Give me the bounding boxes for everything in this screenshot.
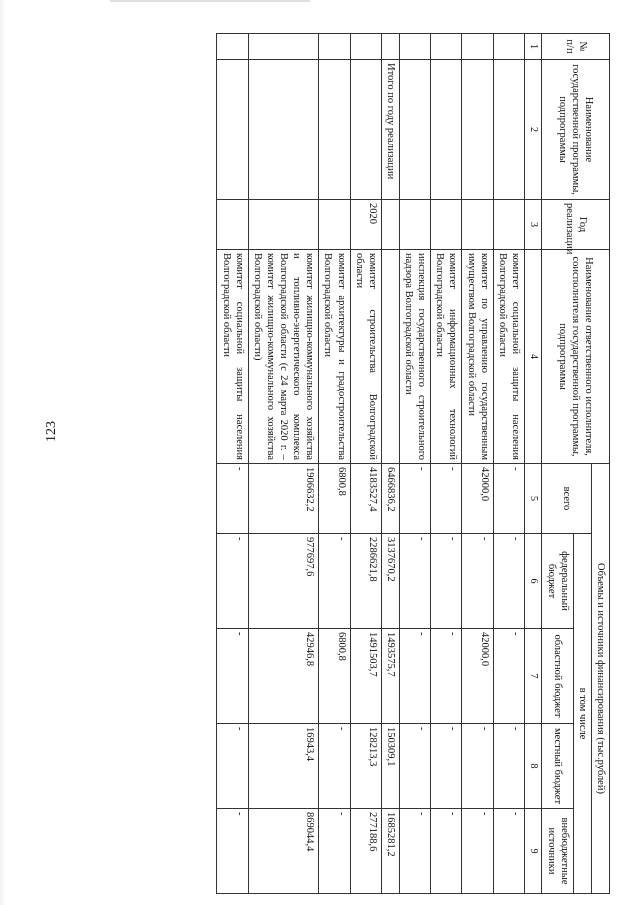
cell-year bbox=[400, 200, 431, 250]
cell-program bbox=[462, 60, 493, 200]
col-header-regional: областной бюджет bbox=[542, 629, 573, 724]
cell-year: 2020 bbox=[350, 200, 381, 250]
col-header-executor: Наименование ответственного исполнителя, соисполнителя государственной программы, подпрограммы bbox=[542, 250, 610, 464]
cell-extrabudget: - bbox=[319, 809, 350, 894]
col-header-extrabudget: внебюджетные источники bbox=[542, 809, 573, 894]
cell-extrabudget: 277188,6 bbox=[350, 809, 381, 894]
cell-year bbox=[493, 200, 524, 250]
cell-program bbox=[493, 60, 524, 200]
cell-number bbox=[400, 34, 431, 60]
cell-federal: - bbox=[462, 534, 493, 629]
cell-number bbox=[248, 34, 319, 60]
cell-executor: инспекция государственного строительного надзора Волгоградской области bbox=[400, 250, 431, 464]
col-header-number: № п/п bbox=[542, 34, 610, 60]
cell-executor: комитет социальной защиты населения Волгоградской области bbox=[217, 250, 248, 464]
table-row-total bbox=[381, 34, 399, 894]
cell-executor: комитет строительства Волгоградской области bbox=[350, 250, 381, 464]
cell-total: 1906632,2 bbox=[248, 464, 319, 534]
cell-regional: 1493575,7 bbox=[381, 629, 399, 724]
cell-local: - bbox=[462, 724, 493, 809]
index-cell: 5 bbox=[525, 464, 543, 534]
header-row-1 bbox=[591, 34, 609, 894]
cell-regional: - bbox=[431, 629, 462, 724]
scan-top-mark bbox=[110, 0, 310, 2]
cell-extrabudget: - bbox=[431, 809, 462, 894]
cell-executor bbox=[381, 250, 399, 464]
col-header-local: местный бюджет bbox=[542, 724, 573, 809]
cell-extrabudget: - bbox=[400, 809, 431, 894]
cell-local: - bbox=[493, 724, 524, 809]
page-number: 123 bbox=[44, 421, 59, 442]
cell-year bbox=[319, 200, 350, 250]
cell-year bbox=[462, 200, 493, 250]
cell-executor: комитет архитектуры и градостроительства Волгоградской области bbox=[319, 250, 350, 464]
col-header-in-that-number: в том числе bbox=[573, 534, 591, 894]
cell-regional: - bbox=[217, 629, 248, 724]
cell-local: - bbox=[217, 724, 248, 809]
cell-local: 150309,1 bbox=[381, 724, 399, 809]
cell-federal: - bbox=[400, 534, 431, 629]
column-index-row bbox=[525, 34, 543, 894]
scan-edge-shadow bbox=[0, 0, 6, 905]
cell-number bbox=[431, 34, 462, 60]
cell-total: 42000,0 bbox=[462, 464, 493, 534]
cell-total: 6466836,2 bbox=[381, 464, 399, 534]
index-cell: 8 bbox=[525, 724, 543, 809]
cell-regional: - bbox=[400, 629, 431, 724]
cell-executor: комитет по управлению государственным имуществом Волгоградской области bbox=[462, 250, 493, 464]
cell-federal: - bbox=[319, 534, 350, 629]
cell-total: - bbox=[431, 464, 462, 534]
cell-regional: 42000,0 bbox=[462, 629, 493, 724]
cell-program bbox=[431, 60, 462, 200]
cell-local: - bbox=[400, 724, 431, 809]
col-header-year: Год реализации bbox=[542, 200, 610, 250]
table-row bbox=[248, 34, 319, 894]
table-row bbox=[493, 34, 524, 894]
cell-year bbox=[431, 200, 462, 250]
cell-executor: комитет социальной защиты населения Волгоградской области bbox=[493, 250, 524, 464]
table-row bbox=[462, 34, 493, 894]
col-header-total: всего bbox=[542, 464, 591, 534]
cell-extrabudget: - bbox=[493, 809, 524, 894]
cell-total: - bbox=[493, 464, 524, 534]
cell-extrabudget: 1685281,2 bbox=[381, 809, 399, 894]
index-cell: 7 bbox=[525, 629, 543, 724]
cell-program bbox=[217, 60, 248, 200]
cell-extrabudget: 869044,4 bbox=[248, 809, 319, 894]
cell-extrabudget: - bbox=[217, 809, 248, 894]
cell-federal: - bbox=[493, 534, 524, 629]
index-cell: 3 bbox=[525, 200, 543, 250]
cell-program bbox=[319, 60, 350, 200]
cell-regional: 6800,8 bbox=[319, 629, 350, 724]
table-row bbox=[350, 34, 381, 894]
cell-program bbox=[400, 60, 431, 200]
cell-number bbox=[217, 34, 248, 60]
cell-executor: комитет информационных технологий Волгоградской области bbox=[431, 250, 462, 464]
cell-year bbox=[217, 200, 248, 250]
cell-federal: 2286621,8 bbox=[350, 534, 381, 629]
table-row bbox=[431, 34, 462, 894]
rotated-table-container bbox=[135, 33, 610, 893]
cell-number bbox=[381, 34, 399, 60]
cell-program bbox=[248, 60, 319, 200]
cell-federal: 977697,6 bbox=[248, 534, 319, 629]
cell-regional: 42946,8 bbox=[248, 629, 319, 724]
cell-local: 16943,4 bbox=[248, 724, 319, 809]
index-cell: 4 bbox=[525, 250, 543, 464]
col-header-federal: федеральный бюджет bbox=[542, 534, 573, 629]
cell-local: 128213,3 bbox=[350, 724, 381, 809]
cell-federal: - bbox=[431, 534, 462, 629]
cell-local: - bbox=[319, 724, 350, 809]
table-row bbox=[319, 34, 350, 894]
index-cell: 2 bbox=[525, 60, 543, 200]
cell-total: - bbox=[217, 464, 248, 534]
cell-regional: 1491503,7 bbox=[350, 629, 381, 724]
cell-number bbox=[493, 34, 524, 60]
cell-federal: - bbox=[217, 534, 248, 629]
cell-number bbox=[350, 34, 381, 60]
cell-number bbox=[462, 34, 493, 60]
col-header-program: Наименование государственной программы, подпрограммы bbox=[542, 60, 610, 200]
table-row bbox=[400, 34, 431, 894]
cell-program: Итого по году реализации bbox=[381, 60, 399, 200]
cell-year bbox=[381, 200, 399, 250]
col-header-funding-group: Объемы и источники финансирования (тыс.рублей) bbox=[591, 464, 609, 894]
cell-regional: - bbox=[493, 629, 524, 724]
index-cell: 6 bbox=[525, 534, 543, 629]
cell-program bbox=[350, 60, 381, 200]
table-row bbox=[217, 34, 248, 894]
cell-total: - bbox=[400, 464, 431, 534]
cell-year bbox=[248, 200, 319, 250]
cell-total: 6800,8 bbox=[319, 464, 350, 534]
index-cell: 9 bbox=[525, 809, 543, 894]
cell-extrabudget: - bbox=[462, 809, 493, 894]
cell-federal: 3137670,2 bbox=[381, 534, 399, 629]
cell-total: 4183527,4 bbox=[350, 464, 381, 534]
cell-local: - bbox=[431, 724, 462, 809]
funding-table bbox=[217, 33, 611, 894]
index-cell: 1 bbox=[525, 34, 543, 60]
cell-number bbox=[319, 34, 350, 60]
cell-executor: комитет жилищно-коммунального хозяйства и топливно-энергетического комплекса Волгоградской области (с 24 марта 2020 г. – комитет жилищно-коммунального хозяйства Волгоградской области) bbox=[248, 250, 319, 464]
